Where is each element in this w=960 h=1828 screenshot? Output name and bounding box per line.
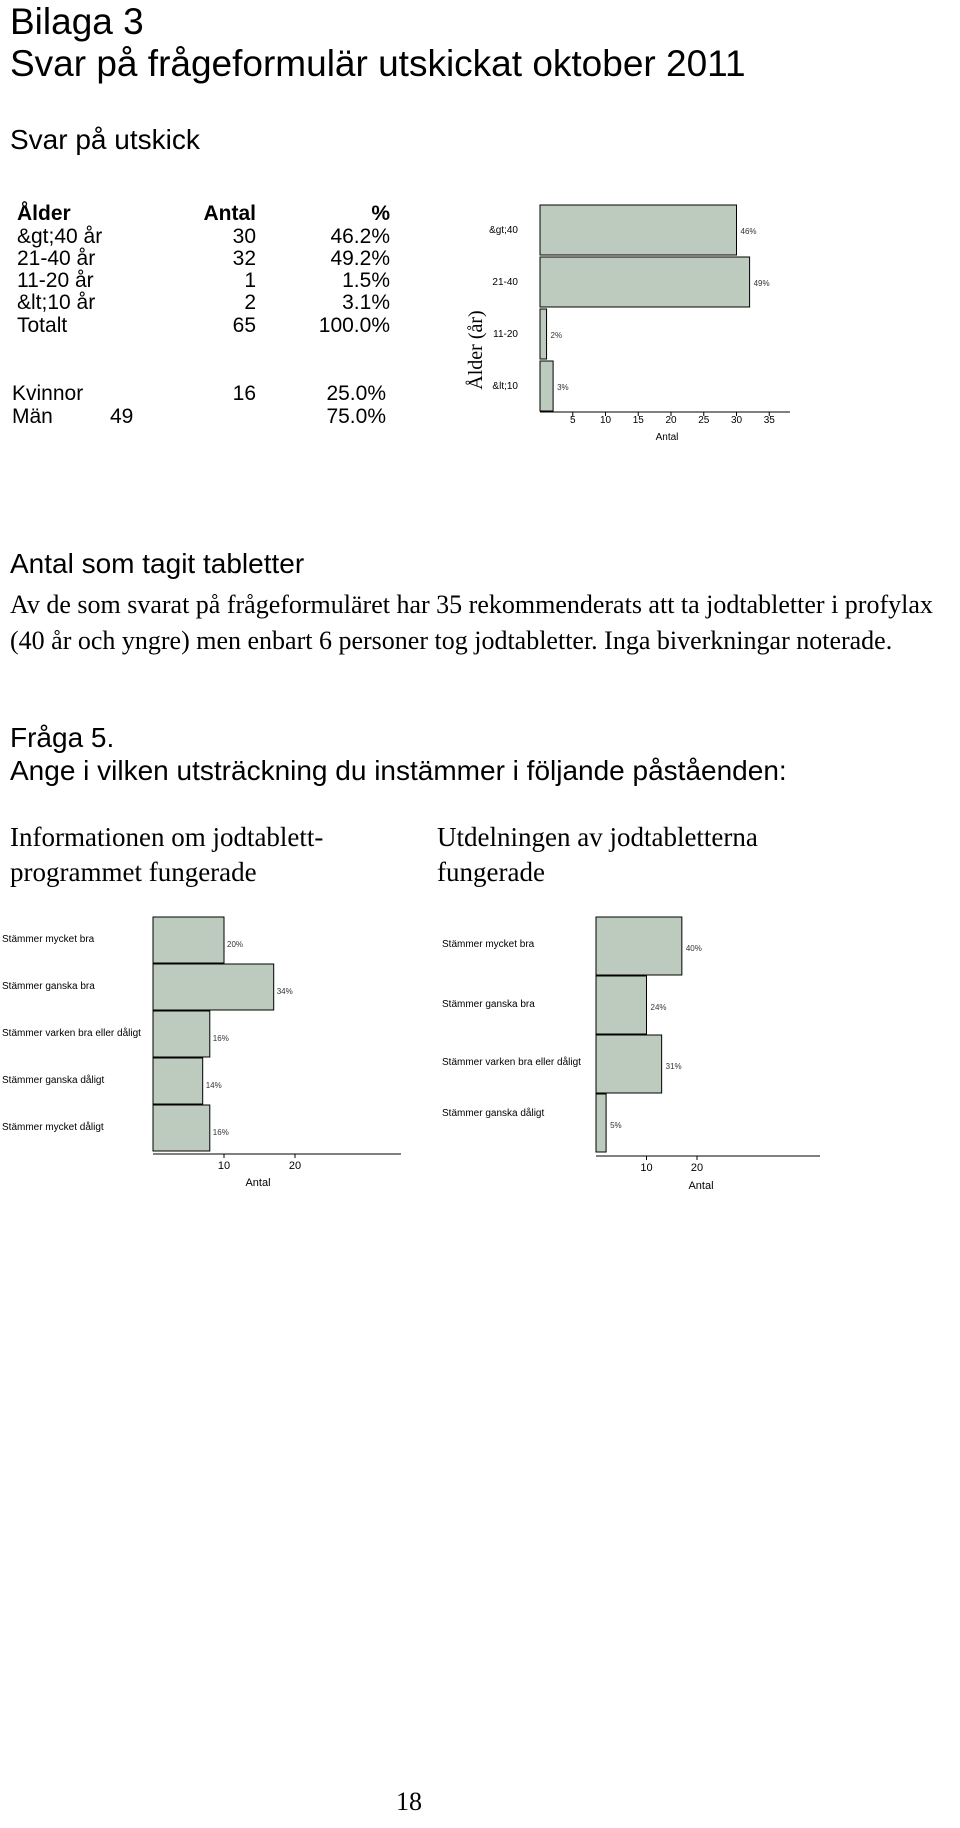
cell-gender: Män (12, 405, 53, 428)
cell-count: 49 (110, 405, 134, 428)
bar-value-label: 24% (650, 1003, 667, 1012)
bar-value-label: 20% (227, 940, 244, 949)
information-bar-chart (0, 905, 440, 1200)
bar-stämmer-mycket-bra (153, 917, 224, 963)
header-count: Antal (203, 202, 256, 225)
bar-21-40 (540, 257, 750, 307)
cell-count: 32 (232, 247, 256, 270)
bar--gt-40 (540, 205, 737, 255)
bar-value-label: 3% (557, 383, 569, 392)
category-label: Stämmer ganska dåligt (442, 1108, 545, 1119)
bar-value-label: 16% (212, 1034, 229, 1043)
cell-age: Totalt (17, 314, 68, 337)
bar-value-label: 14% (205, 1081, 222, 1090)
x-tick-label: 30 (730, 415, 743, 426)
cell-gender: Kvinnor (12, 382, 84, 405)
y-axis-title: Ålder (år) (465, 310, 487, 390)
cell-percent: 46.2% (330, 225, 390, 248)
cell-age: 21-40 år (17, 247, 96, 270)
cell-percent: 75.0% (326, 405, 386, 428)
bar-value-label: 49% (753, 279, 770, 288)
cell-percent: 25.0% (326, 382, 386, 405)
category-label: 11-20 (493, 329, 518, 340)
tablets-paragraph: Av de som svarat på frågeformuläret har 35 rekommenderats att ta jodtabletter i profylax (40 år och yngre) men enbart 6 personer tog jodtabletter. Inga biverkningar noterade. (10, 590, 933, 655)
x-tick-label: 10 (599, 415, 612, 426)
header-age: Ålder (17, 202, 71, 225)
category-label: &gt;40 (489, 225, 518, 236)
category-label: Stämmer varken bra eller dåligt (442, 1057, 581, 1068)
bar-stämmer-varken-bra-eller-dåligt (596, 1035, 662, 1093)
x-tick-label: 20 (690, 1162, 704, 1174)
x-tick-label: 35 (763, 415, 775, 426)
bar-value-label: 31% (665, 1062, 682, 1071)
chart-title-distribution: Utdelningen av jodtabletterna fungerade (437, 822, 758, 887)
x-axis-title: Antal (688, 1180, 714, 1192)
bar--lt-10 (540, 361, 553, 411)
x-tick-label: 25 (698, 415, 710, 426)
bar-value-label: 34% (276, 987, 293, 996)
question-text: Ange i vilken utsträckning du instämmer i följande påståenden: (10, 755, 787, 786)
cell-percent: 49.2% (330, 247, 390, 270)
cell-count: 65 (232, 314, 256, 337)
cell-count: 1 (244, 269, 256, 292)
x-tick-label: 15 (632, 415, 644, 426)
age-table (0, 0, 460, 480)
category-label: Stämmer mycket bra (2, 934, 95, 945)
section-heading-response: Svar på utskick (10, 124, 200, 155)
category-label: Stämmer varken bra eller dåligt (2, 1028, 141, 1039)
cell-age: &lt;10 år (17, 291, 96, 314)
x-tick-label: 20 (665, 415, 677, 426)
bar-value-label: 40% (685, 944, 702, 953)
bar-stämmer-ganska-dåligt (596, 1094, 606, 1152)
bar-stämmer-ganska-dåligt (153, 1058, 203, 1104)
cell-count: 30 (232, 225, 256, 248)
x-tick-label: 10 (640, 1162, 653, 1174)
chart-title-information: Informationen om jodtablett-programmet fungerade (10, 822, 324, 887)
cell-count: 2 (244, 291, 256, 314)
cell-count: 16 (232, 382, 256, 405)
section-heading-tablets: Antal som tagit tabletter (10, 548, 305, 579)
category-label: Stämmer mycket dåligt (2, 1122, 104, 1133)
distribution-bar-chart (437, 905, 857, 1200)
page-title: Svar på frågeformulär utskickat oktober 2011 (10, 43, 746, 84)
category-label: Stämmer ganska dåligt (2, 1075, 105, 1086)
x-tick-label: 20 (288, 1160, 302, 1172)
cell-age: &gt;40 år (17, 225, 103, 248)
x-axis-title: Antal (245, 1177, 271, 1189)
bar-11-20 (540, 309, 547, 359)
bar-value-label: 5% (610, 1121, 622, 1130)
bar-value-label: 2% (550, 331, 563, 340)
x-tick-label: 10 (217, 1160, 231, 1172)
age-bar-chart (445, 190, 825, 455)
category-label: Stämmer ganska bra (2, 981, 95, 992)
page-number: 18 (396, 1787, 422, 1816)
cell-percent: 3.1% (342, 291, 390, 314)
bar-stämmer-varken-bra-eller-dåligt (153, 1011, 210, 1057)
header-percent: % (371, 202, 390, 225)
cell-age: 11-20 år (17, 269, 94, 292)
cell-percent: 1.5% (342, 269, 390, 292)
category-label: Stämmer mycket bra (442, 939, 535, 950)
question-number: Fråga 5. (10, 722, 115, 753)
bar-stämmer-ganska-bra (153, 964, 274, 1010)
x-axis-title: Antal (655, 432, 679, 443)
category-label: 21-40 (492, 277, 518, 288)
x-tick-label: 5 (569, 415, 576, 426)
category-label: Stämmer ganska bra (442, 999, 535, 1010)
bar-stämmer-ganska-bra (596, 976, 647, 1034)
bar-stämmer-mycket-bra (596, 917, 682, 975)
category-label: &lt;10 (492, 381, 518, 392)
bar-stämmer-mycket-dåligt (153, 1105, 210, 1151)
appendix-title: Bilaga 3 (10, 1, 144, 42)
bar-value-label: 16% (212, 1128, 229, 1137)
bar-value-label: 46% (740, 227, 757, 236)
cell-percent: 100.0% (318, 314, 390, 337)
